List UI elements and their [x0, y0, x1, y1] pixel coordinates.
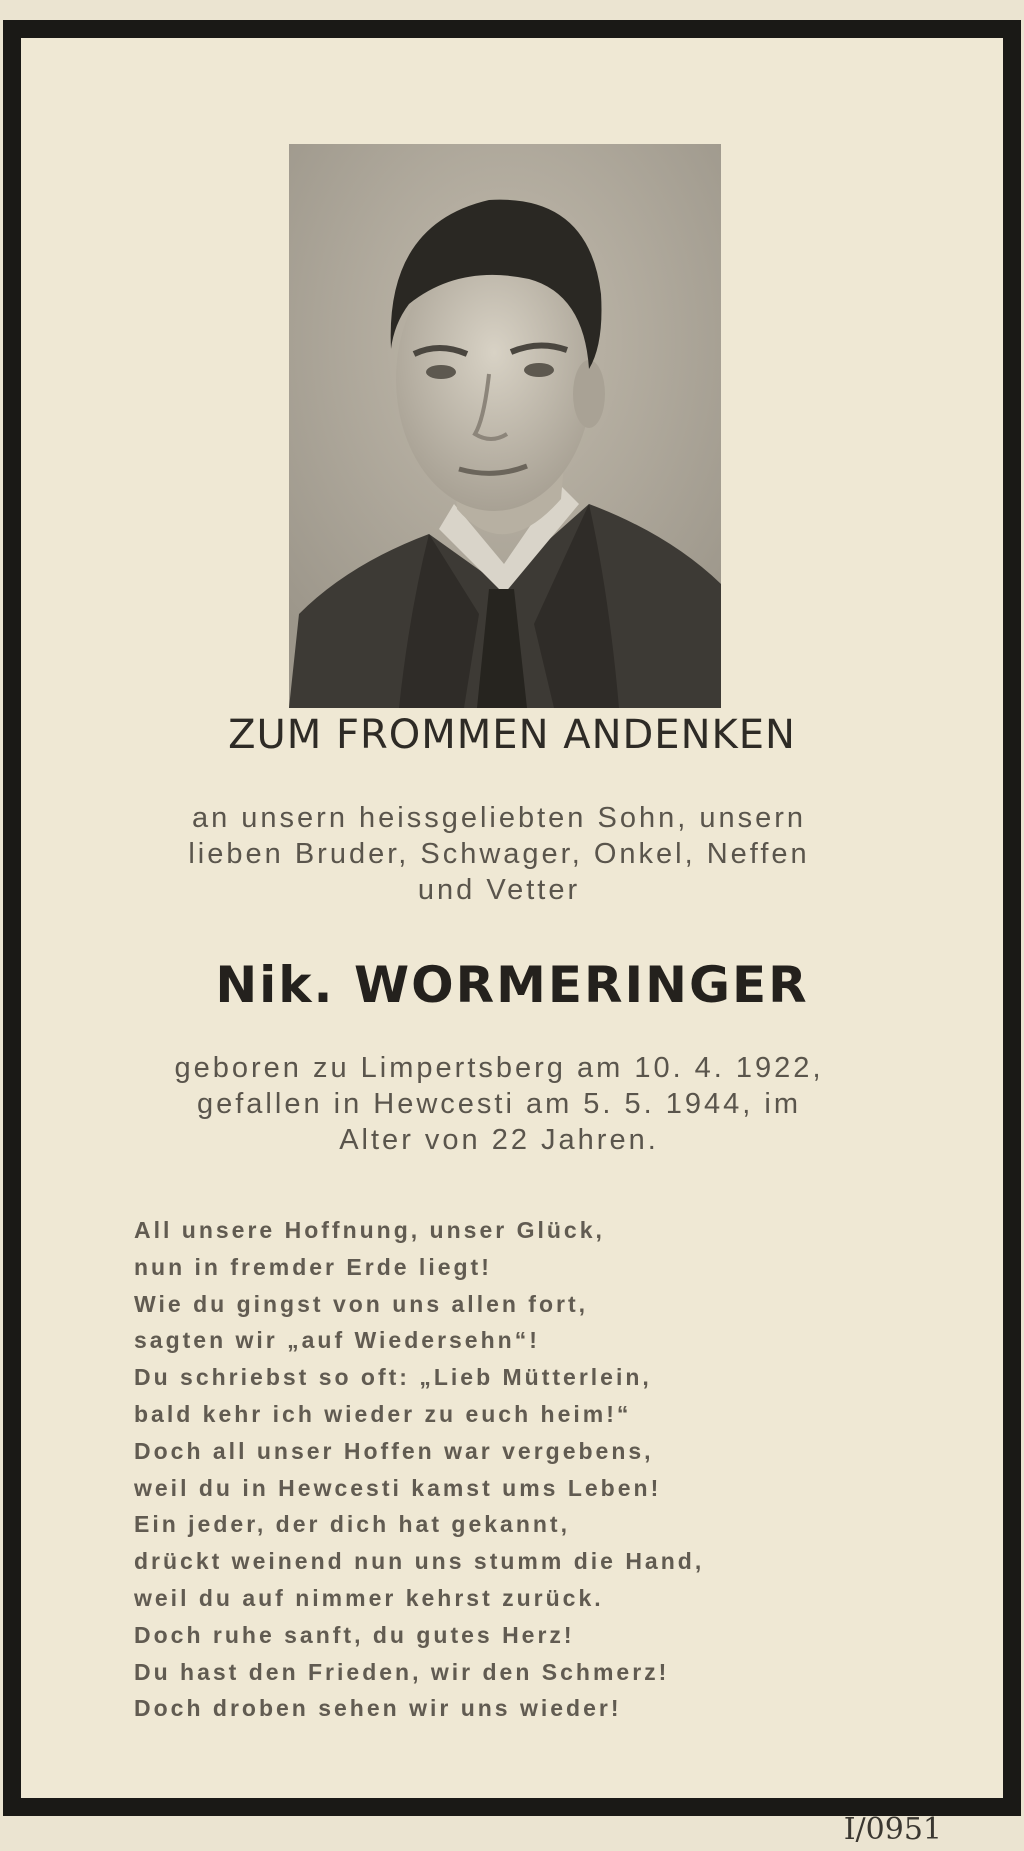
deceased-name: Nik. WORMERINGER [215, 956, 809, 1014]
dedication-line: lieben Bruder, Schwager, Onkel, Neffen [188, 838, 810, 870]
poem-line: weil du in Hewcesti kamst ums Leben! [134, 1474, 662, 1501]
life-dates-line: Alter von 22 Jahren. [339, 1124, 659, 1156]
poem-line: Doch ruhe sanft, du gutes Herz! [134, 1621, 575, 1648]
life-dates-line: geboren zu Limpertsberg am 10. 4. 1922, [174, 1052, 824, 1084]
poem-line: drückt weinend nun uns stumm die Hand, [134, 1548, 705, 1575]
poem-line: Du hast den Frieden, wir den Schmerz! [134, 1658, 670, 1685]
poem-line: bald kehr ich wieder zu euch heim!“ [134, 1400, 632, 1427]
poem-line: nun in fremder Erde liegt! [134, 1253, 492, 1280]
poem-line: Doch all unser Hoffen war vergebens, [134, 1437, 654, 1464]
archive-number: I/0951 [843, 1812, 942, 1847]
memorial-poem [134, 1212, 914, 1727]
life-dates [60, 1050, 938, 1158]
dedication-line: an unsern heissgeliebten Sohn, unsern [191, 802, 807, 834]
poem-line: Wie du gingst von uns allen fort, [134, 1290, 589, 1317]
portrait-photo [289, 144, 721, 708]
poem-line: Du schriebst so oft: „Lieb Mütterlein, [134, 1364, 652, 1391]
dedication-text [60, 800, 938, 908]
poem-line: Ein jeder, der dich hat gekannt, [134, 1511, 570, 1538]
dedication-line: und Vetter [417, 874, 581, 906]
card-heading: ZUM FROMMEN ANDENKEN [228, 712, 796, 758]
poem-line: Doch droben sehen wir uns wieder! [134, 1695, 622, 1722]
portrait-illustration [289, 144, 721, 708]
life-dates-line: gefallen in Hewcesti am 5. 5. 1944, im [196, 1088, 802, 1120]
poem-line: All unsere Hoffnung, unser Glück, [134, 1217, 605, 1243]
poem-line: sagten wir „auf Wiedersehn“! [134, 1327, 540, 1354]
poem-line: weil du auf nimmer kehrst zurück. [134, 1584, 604, 1611]
